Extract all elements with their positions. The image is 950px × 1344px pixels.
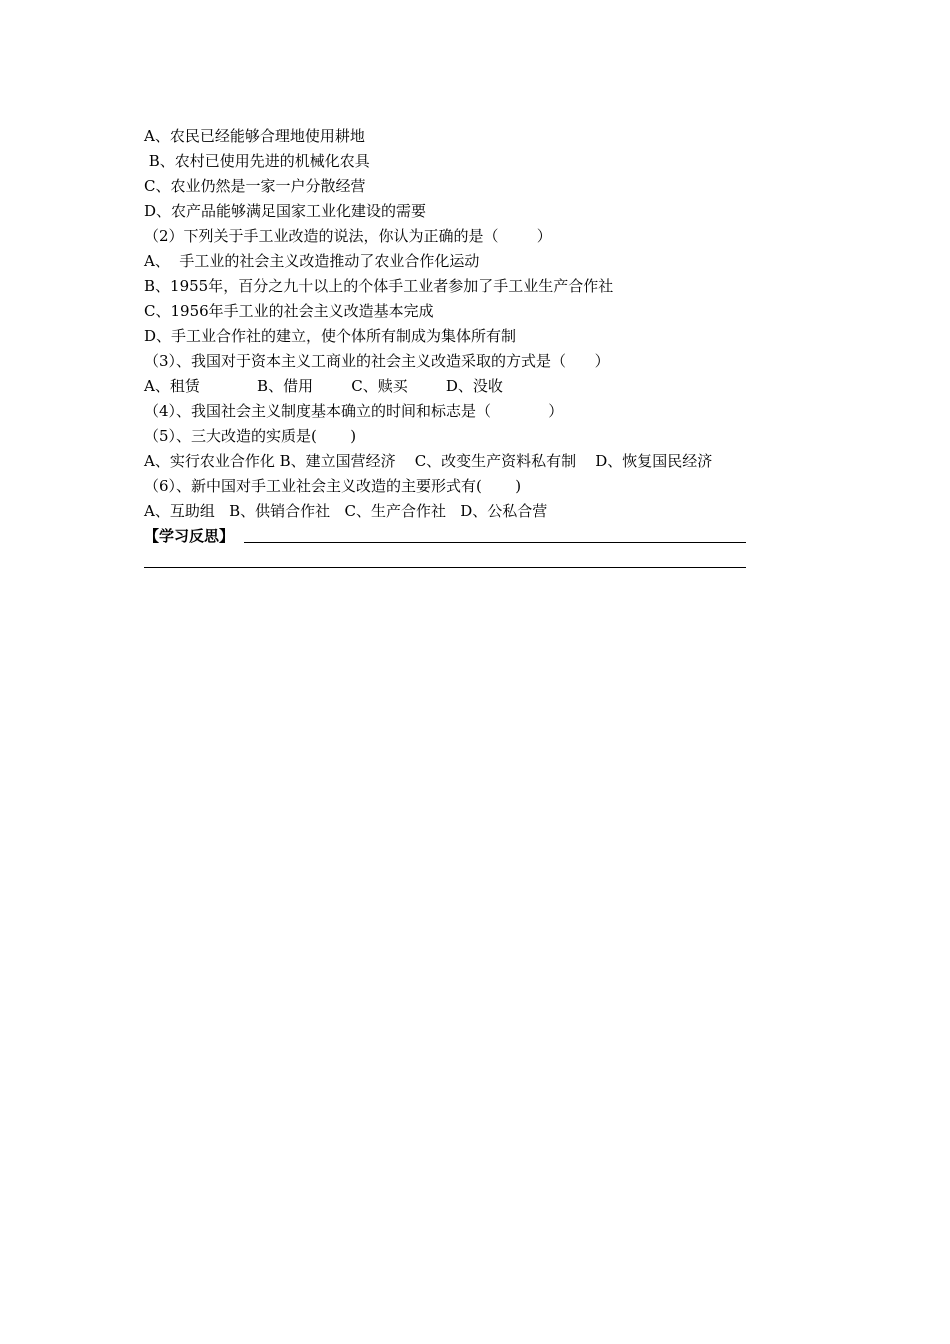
q6-stem: （6）、新中国对手工业社会主义改造的主要形式有( ) [144,477,522,495]
reflection-row [144,524,804,549]
q1-option-b: B、农村已使用先进的机械化农具 [144,152,370,170]
q3-options: A、租赁 B、借用 C、赎买 D、没收 [144,377,503,395]
reflection-answer-line-2[interactable] [144,567,746,568]
reflection-answer-line[interactable] [244,542,746,543]
q3-stem: （3）、我国对于资本主义工商业的社会主义改造采取的方式是（ ） [144,352,610,370]
q2-stem: （2）下列关于手工业改造的说法，你认为正确的是（ ） [144,227,552,245]
reflection-row-2 [144,549,804,574]
q2-option-d: D、手工业合作社的建立，使个体所有制成为集体所有制 [144,327,517,345]
q6-options: A、互助组 B、供销合作社 C、生产合作社 D、公私合营 [144,502,548,520]
q2-option-c: C、1956年手工业的社会主义改造基本完成 [144,302,434,320]
q1-option-a: A、农民已经能够合理地使用耕地 [144,127,365,145]
q1-option-c: C、农业仍然是一家一户分散经营 [144,177,366,195]
q5-stem: （5）、三大改造的实质是( ) [144,427,357,445]
q2-option-b: B、1955年，百分之九十以上的个体手工业者参加了手工业生产合作社 [144,277,614,295]
q5-options: A、实行农业合作化 B、建立国营经济 C、改变生产资料私有制 D、恢复国民经济 [144,452,713,470]
q1-option-d: D、农产品能够满足国家工业化建设的需要 [144,202,427,220]
q4-stem: （4）、我国社会主义制度基本确立的时间和标志是（ ） [144,402,564,420]
exercise-content [144,124,804,574]
reflection-label: 【学习反思】 [144,527,235,545]
q2-option-a: A、 手工业的社会主义改造推动了农业合作化运动 [144,252,480,270]
